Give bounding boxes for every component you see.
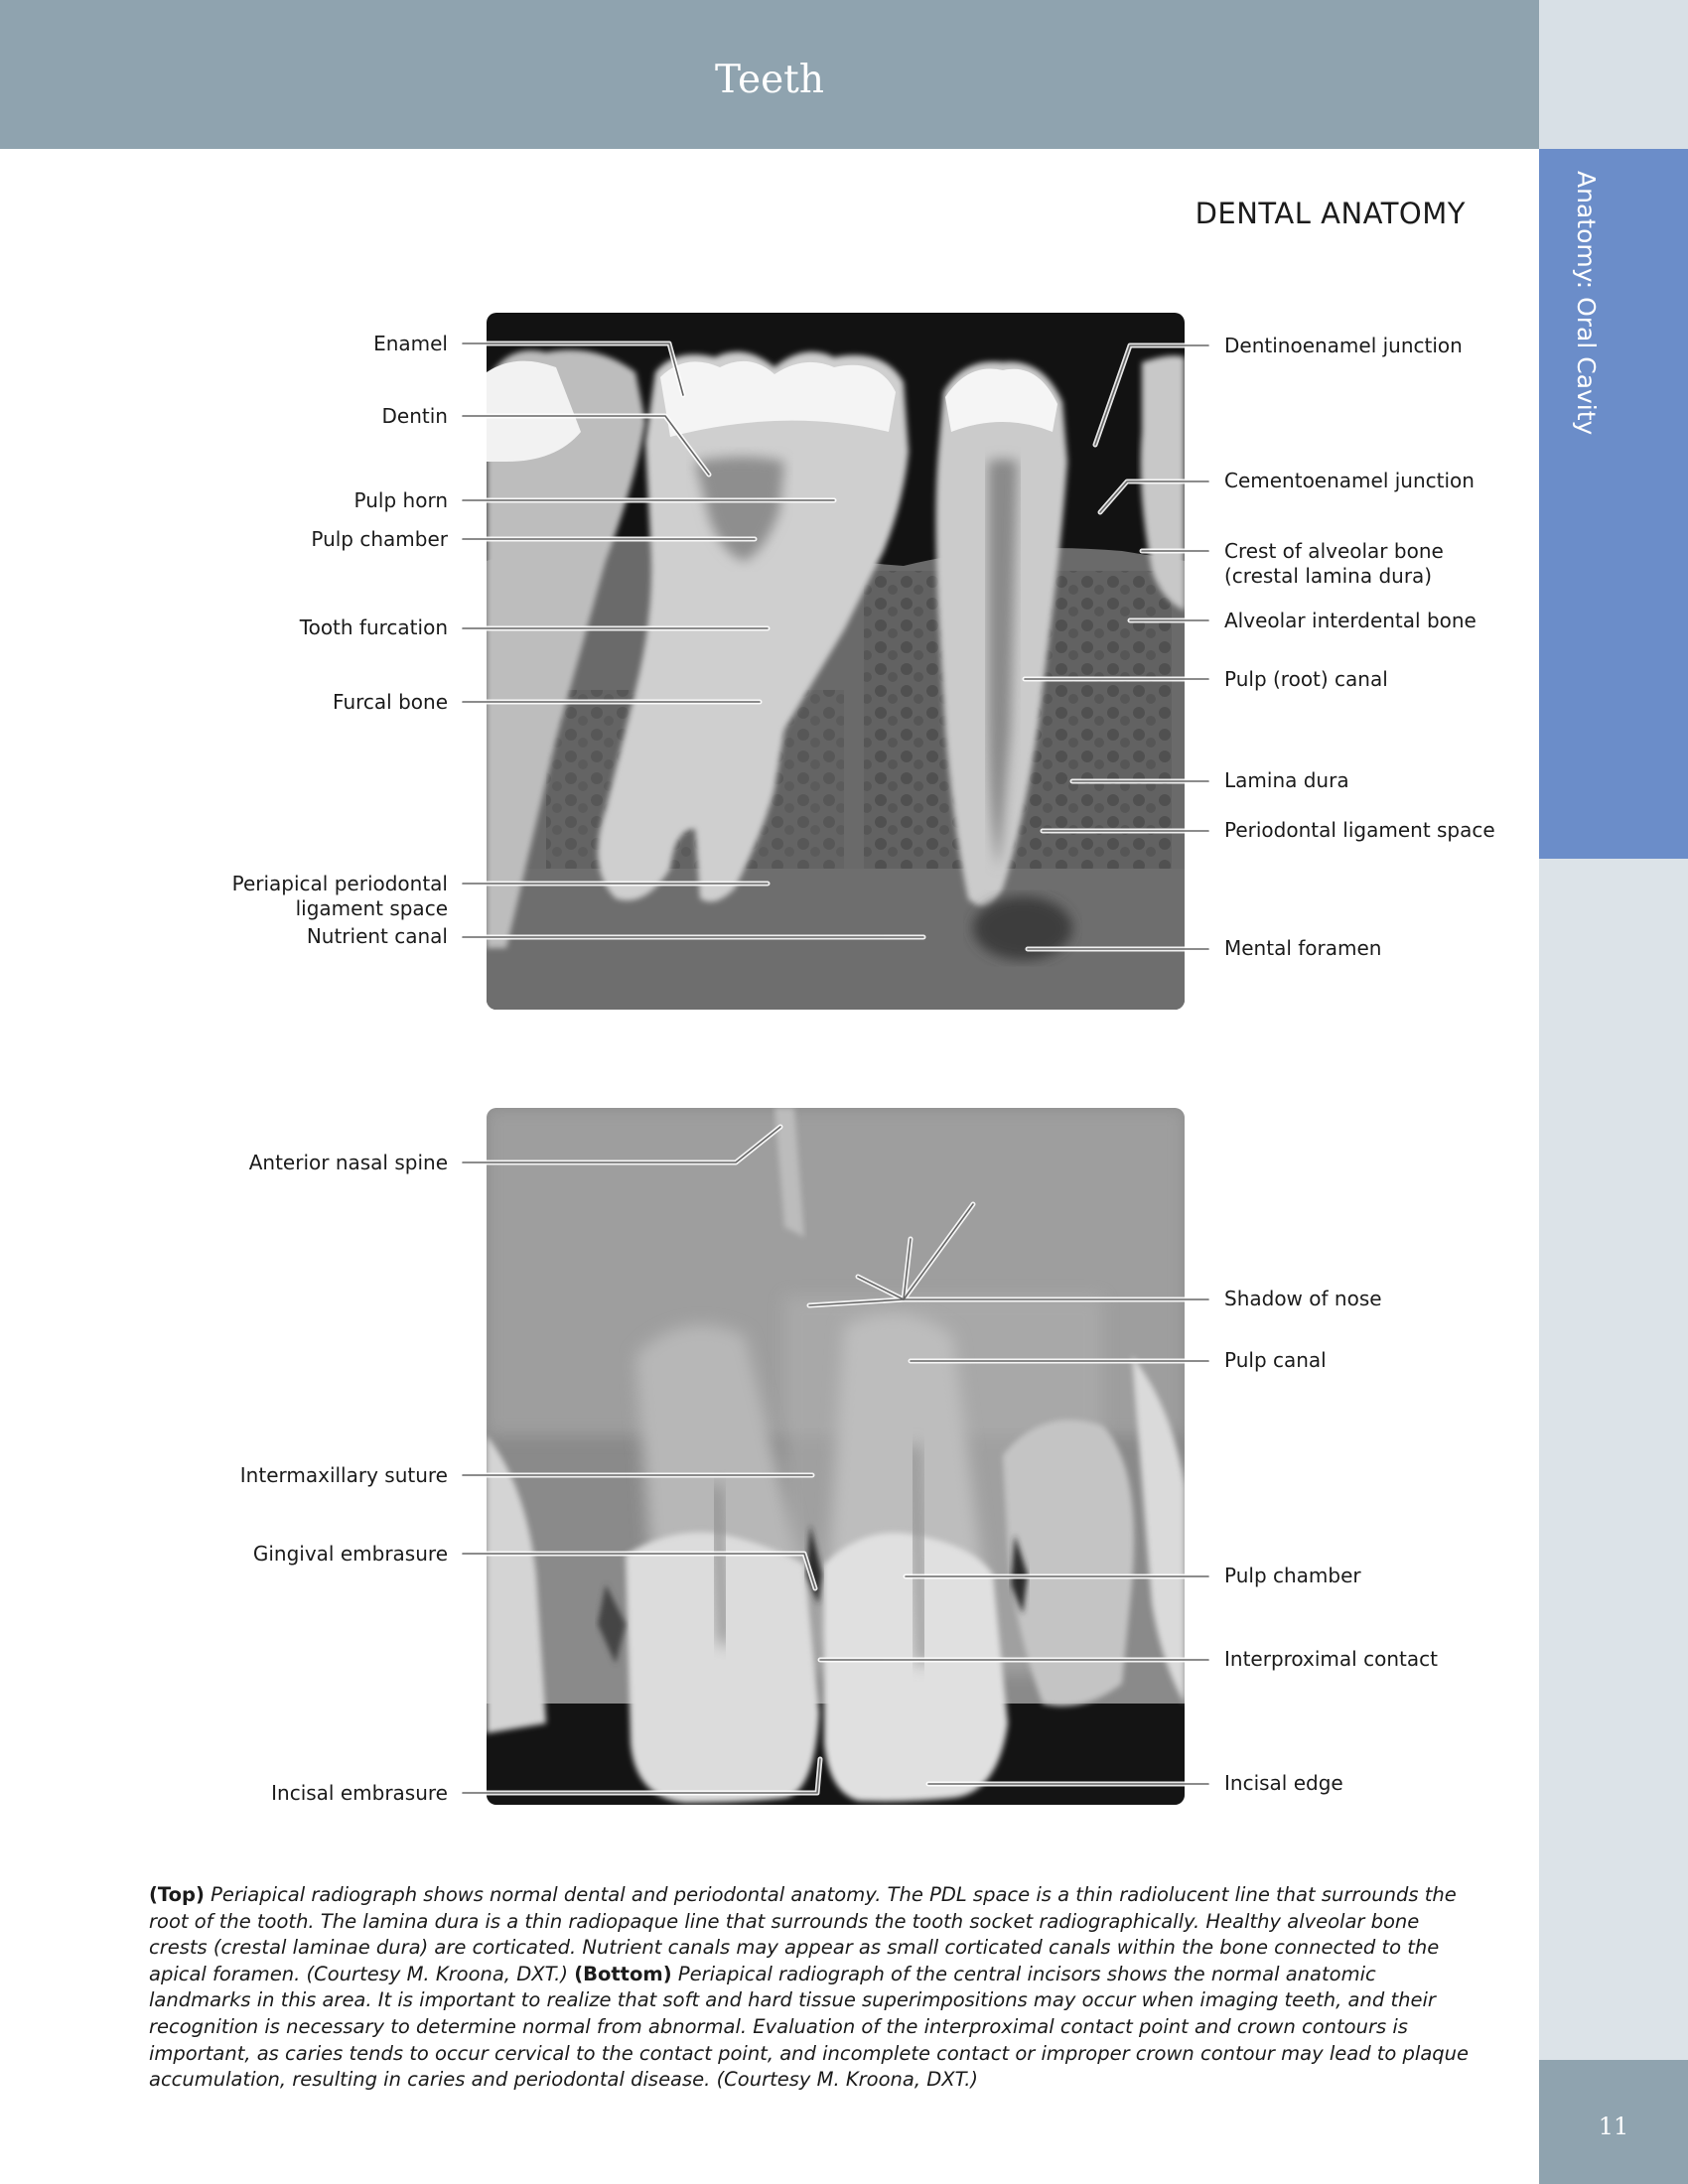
label-periapical-pdl-line1: Periapical periodontal bbox=[231, 872, 448, 895]
caption-top-text: Periapical radiograph shows normal dental and periodontal anatomy. The PDL space is a thin radiolucent line that surrounds the root of the tooth. The lamina dura is a thin radiopaque line that surrounds the tooth socket radiographically. Healthy alveolar bone crests (crestal laminae dura) are corticated. Nutrient canals may appear as small corticated canals within the bone connected to the apical foramen. (Courtesy M. Kroona, DXT.) bbox=[149, 1883, 1457, 1985]
label-cementoenamel-junction: Cementoenamel junction bbox=[1224, 469, 1475, 492]
label-pulp-canal: Pulp canal bbox=[1224, 1348, 1327, 1372]
label-lamina-dura: Lamina dura bbox=[1224, 768, 1349, 792]
label-enamel: Enamel bbox=[373, 332, 448, 355]
label-furcal-bone: Furcal bone bbox=[333, 690, 448, 714]
header-title: Teeth bbox=[715, 58, 824, 102]
label-interproximal-contact: Interproximal contact bbox=[1224, 1647, 1438, 1671]
figure-caption bbox=[149, 1882, 1470, 2094]
label-pulp-chamber-bottom: Pulp chamber bbox=[1224, 1564, 1361, 1587]
label-anterior-nasal-spine: Anterior nasal spine bbox=[248, 1151, 448, 1174]
page-number: 11 bbox=[1598, 2113, 1629, 2140]
label-intermaxillary-suture: Intermaxillary suture bbox=[239, 1463, 448, 1487]
chapter-tab-label: Anatomy: Oral Cavity bbox=[1572, 171, 1601, 436]
label-periapical-pdl-line2: ligament space bbox=[295, 896, 448, 920]
caption-bottom-tag: (Bottom) bbox=[574, 1962, 672, 1985]
label-gingival-embrasure: Gingival embrasure bbox=[252, 1542, 448, 1566]
label-nutrient-canal: Nutrient canal bbox=[306, 924, 448, 948]
label-incisal-edge: Incisal edge bbox=[1224, 1771, 1343, 1795]
label-shadow-of-nose: Shadow of nose bbox=[1224, 1287, 1382, 1310]
label-pulp-horn: Pulp horn bbox=[353, 488, 448, 512]
label-incisal-embrasure: Incisal embrasure bbox=[271, 1781, 448, 1805]
caption-bottom-text: Periapical radiograph of the central incisors shows the normal anatomic landmarks in this area. It is important to realize that soft and hard tissue superimpositions may occur when imaging teeth, and their recognition is necessary to determine normal from abnormal. Evaluation of the interproximal contact point and crown contours is important, as caries tends to occur cervical to the contact point, and incomplete contact or improper crown contour may lead to plaque accumulation, resulting in caries and periodontal disease. (Courtesy M. Kroona, DXT.) bbox=[149, 1962, 1470, 2092]
label-pulp-chamber-top: Pulp chamber bbox=[311, 527, 448, 551]
label-mental-foramen: Mental foramen bbox=[1224, 936, 1382, 960]
label-pulp-root-canal: Pulp (root) canal bbox=[1224, 667, 1388, 691]
section-title: DENTAL ANATOMY bbox=[1195, 197, 1466, 230]
label-dentin: Dentin bbox=[381, 404, 448, 428]
label-crest-of-alveolar-bone: Crest of alveolar bone (crestal lamina dura) bbox=[1224, 539, 1444, 588]
label-tooth-furcation: Tooth furcation bbox=[299, 615, 448, 639]
label-alveolar-interdental-bone: Alveolar interdental bone bbox=[1224, 609, 1477, 632]
caption-top-tag: (Top) bbox=[149, 1883, 205, 1906]
label-periodontal-ligament-space: Periodontal ligament space bbox=[1224, 818, 1495, 842]
label-dentinoenamel-junction: Dentinoenamel junction bbox=[1224, 334, 1463, 357]
